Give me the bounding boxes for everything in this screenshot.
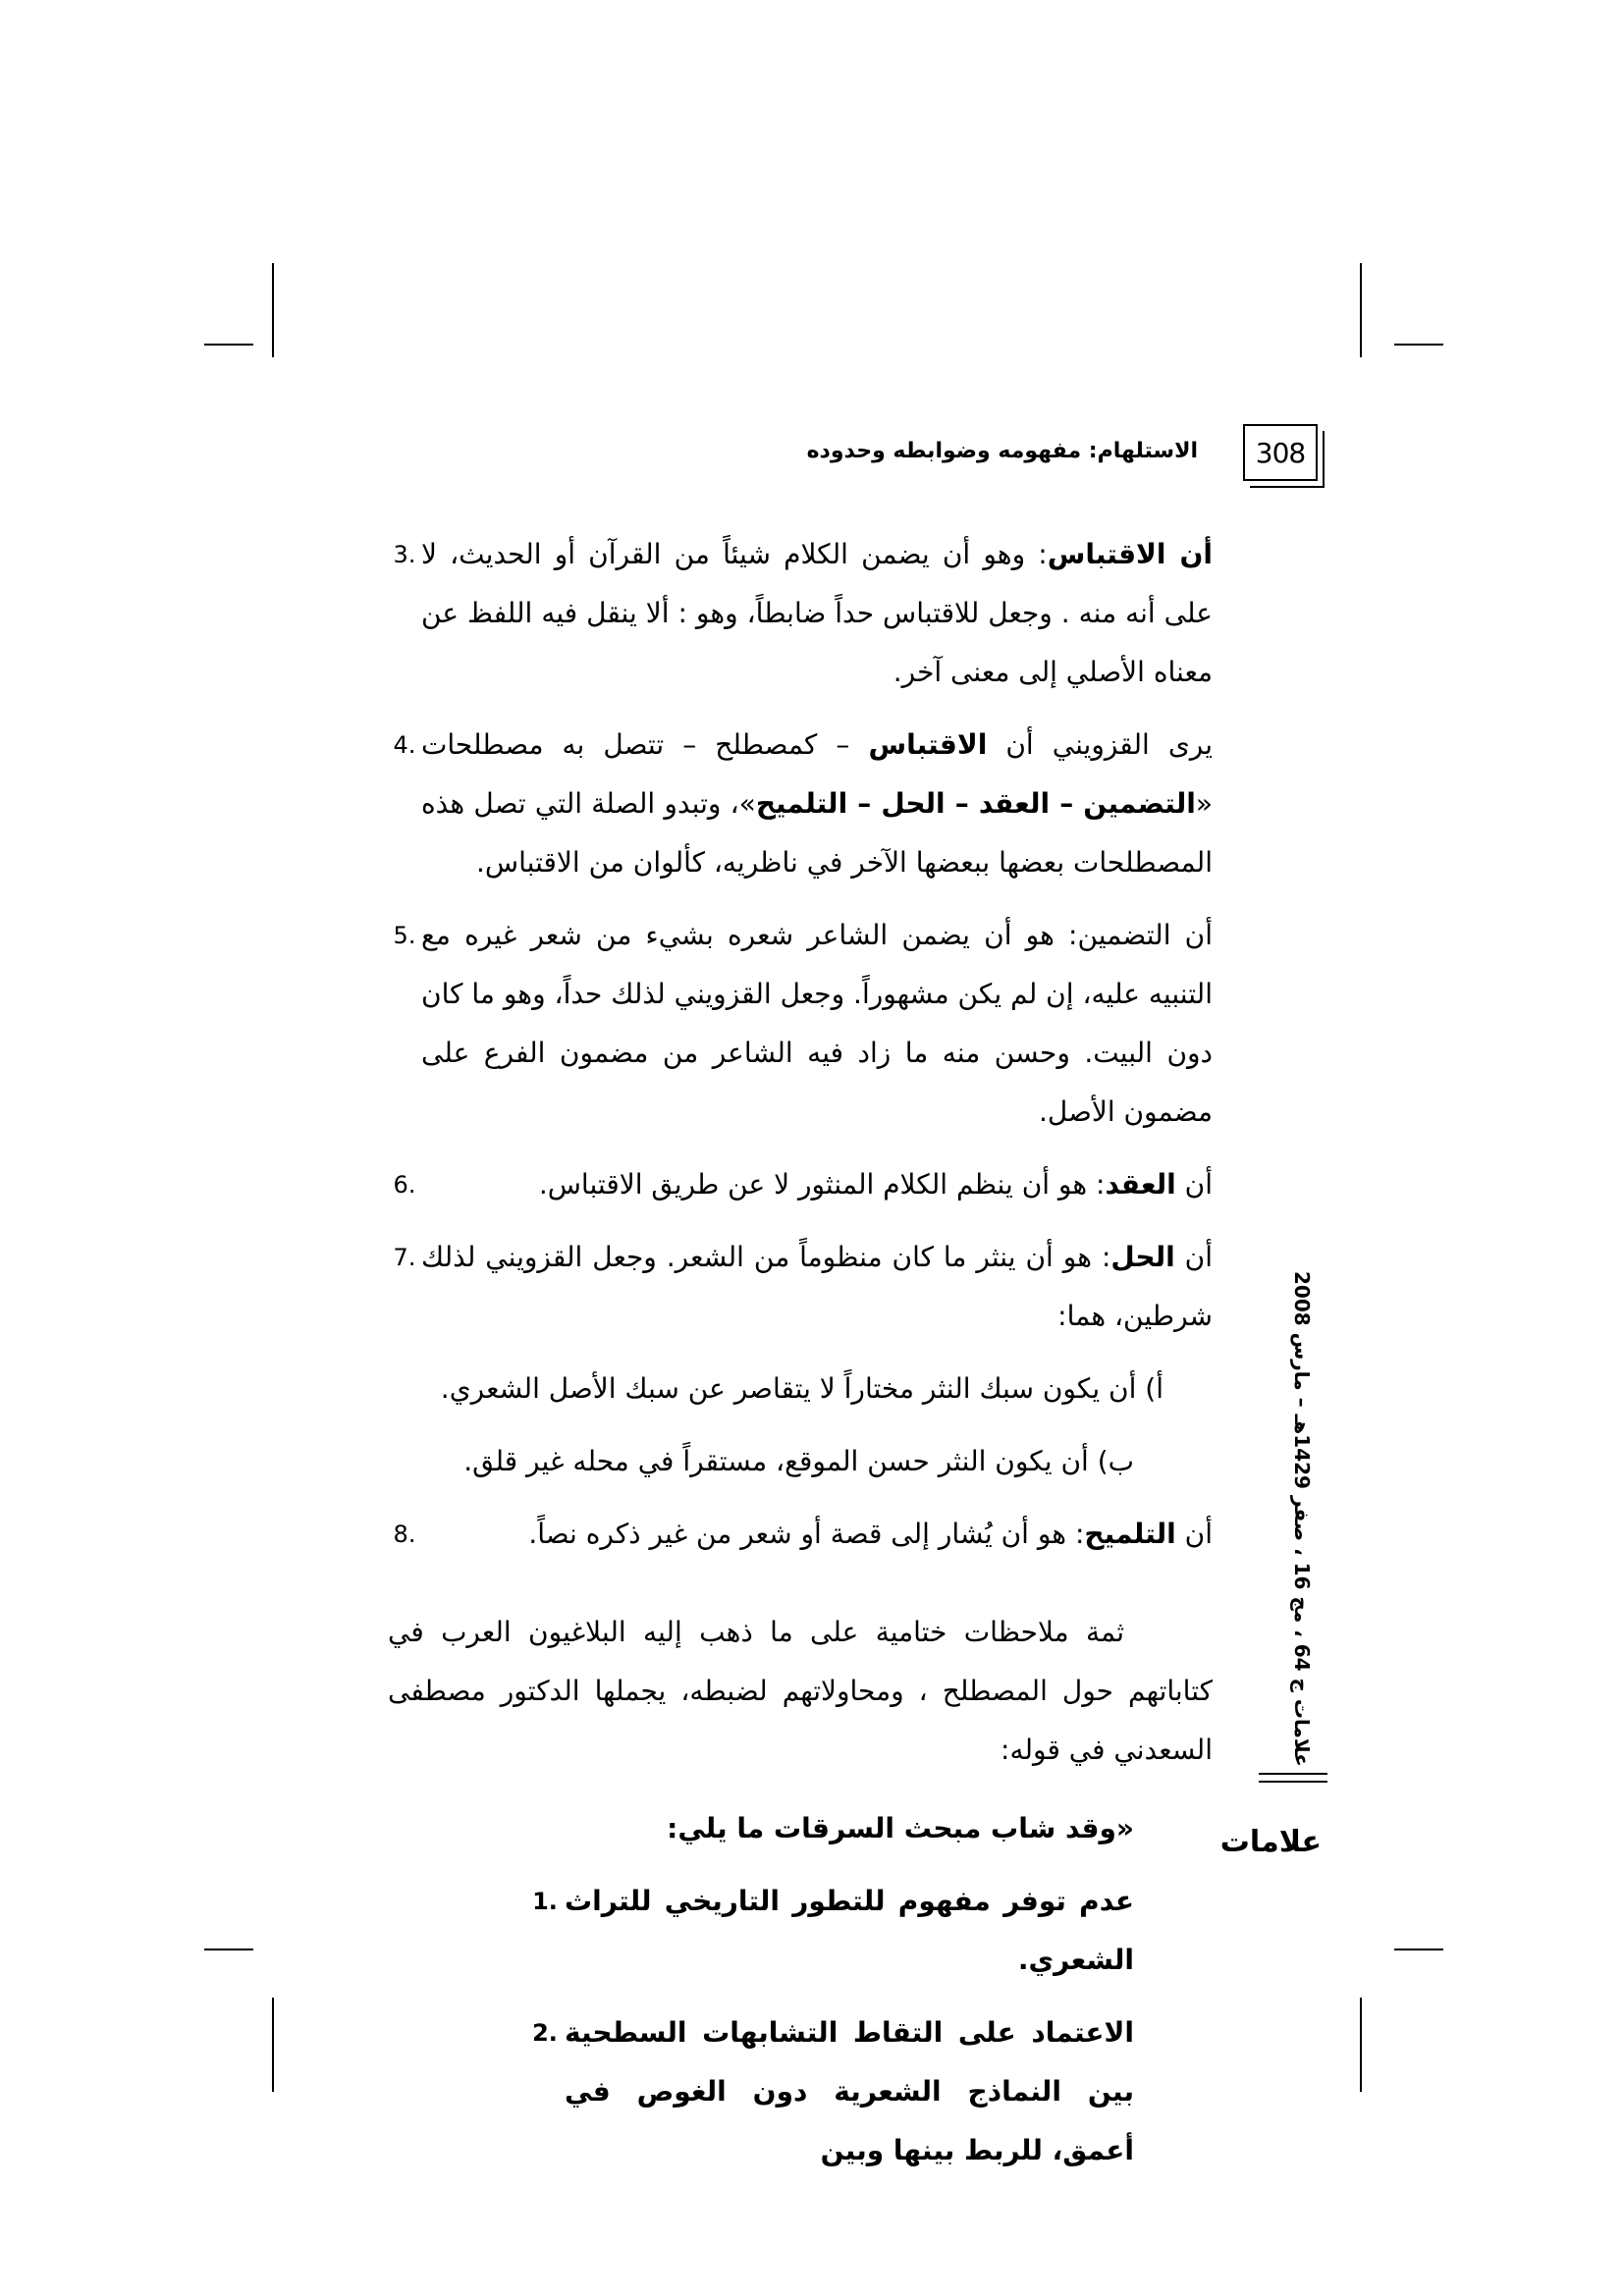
crop-mark-top-left-vertical [272, 263, 274, 357]
text-span: : هو أن يُشار إلى قصة أو شعر من غير ذكره نصاً. [528, 1518, 1085, 1550]
crop-mark-bottom-right-horizontal [1394, 1949, 1443, 1950]
list-item [388, 1505, 1213, 1564]
term: العقد [1105, 1168, 1176, 1201]
crop-mark-bottom-left-horizontal [204, 1949, 253, 1950]
quote-item-text: الاعتماد على التقاط التشابهات السطحية بين النماذج الشعرية دون الغوص في أعمق، للربط بينها وبين [565, 2016, 1134, 2166]
text-span: يرى القزويني أن [987, 728, 1214, 761]
text-span: أن [1174, 1241, 1213, 1273]
text-span: »، وتبدو الصلة التي تصل هذه المصطلحات بعضها ببعضها الآخر في ناظريه، كألوان من الاقتباس. [421, 787, 1213, 879]
list-item [388, 906, 1213, 1142]
list-item [388, 1155, 1213, 1214]
sidebar-divider-top [1259, 1773, 1327, 1775]
list-item [388, 1228, 1213, 1346]
text-span: – كمصطلح – تتصل به مصطلحات « [421, 728, 1213, 820]
closing-paragraph: ثمة ملاحظات ختامية على ما ذهب إليه البلاغيون العرب في كتاباتهم حول المصطلح ، ومحاولاتهم لضبطه، يجملها الدكتور مصطفى السعدني في قوله: [388, 1616, 1213, 1766]
list-item-text: أن التضمين: هو أن يضمن الشاعر شعره بشيء من شعر غيره مع التنبيه عليه، إن لم يكن مشهوراً. وجعل القزويني لذلك حداً، وهو ما كان دون البيت. وحسن منه ما زاد فيه الشاعر من مضمون الفرع على مضمون الأصل. [421, 919, 1213, 1128]
term: أن الاقتباس [1047, 538, 1213, 570]
list-number: 5. [393, 922, 416, 949]
crop-mark-top-right-vertical [1360, 263, 1362, 357]
list-number: 4. [393, 731, 416, 759]
quote-item [525, 2003, 1134, 2180]
list-number: 6. [393, 1171, 416, 1199]
text-span: : هو أن ينظم الكلام المنثور لا عن طريق الاقتباس. [538, 1168, 1106, 1201]
term: الحل [1110, 1241, 1175, 1273]
running-title: الاستلهام: مفهومه وضوابطه وحدوده [806, 439, 1198, 463]
text-span: أن [1175, 1168, 1213, 1201]
term: الاقتباس [868, 728, 988, 761]
text-span: أن [1175, 1518, 1213, 1550]
list-item-text [421, 716, 1213, 892]
quote-item-number: 1. [532, 1888, 558, 1915]
text-span: : هو أن ينثر ما كان منظوماً من الشعر. وجعل القزويني لذلك شرطين، هما: [421, 1241, 1213, 1332]
quote-item-text: عدم توفر مفهوم للتطور التاريخي للتراث الشعري. [565, 1885, 1134, 1976]
journal-info: علامات ج 64 ، مج 16 ، صفر 1429هـ – مارس 2008 [1290, 1271, 1314, 1767]
term: التلميح [1084, 1518, 1176, 1550]
condition-a: أ) أن يكون سبك النثر مختاراً لا يتقاصر عن سبك الأصل الشعري. [440, 1372, 1163, 1405]
quote-item [525, 1872, 1134, 1990]
quote-item-number: 2. [532, 2019, 558, 2047]
list-item-text [421, 525, 1213, 702]
list-number: 7. [393, 1244, 416, 1271]
journal-logo: علامات [1219, 1825, 1322, 1859]
crop-mark-top-left-horizontal [204, 344, 253, 346]
crop-mark-bottom-left-vertical [272, 1998, 274, 2092]
crop-mark-bottom-right-vertical [1360, 1998, 1362, 2092]
condition-b: ب) أن يكون النثر حسن الموقع، مستقراً في محله غير قلق. [463, 1445, 1134, 1477]
list-number: 8. [393, 1521, 416, 1548]
sidebar-divider-bottom [1259, 1781, 1327, 1783]
page-number: 308 [1243, 424, 1318, 481]
list-number: 3. [393, 541, 416, 568]
definition: : وهو أن يضمن الكلام شيئاً من القرآن أو الحديث، لا على أنه منه . وجعل للاقتباس حداً ضابطاً، وهو : ألا ينقل فيه اللفظ عن معناه الأصلي إلى معنى آخر. [421, 538, 1213, 688]
main-text [388, 525, 1213, 2180]
list-item-text [421, 1155, 1213, 1214]
list-item-text [421, 1228, 1213, 1346]
quote-intro: «وقد شاب مبحث السرقات ما يلي: [667, 1812, 1134, 1844]
crop-mark-top-right-horizontal [1394, 344, 1443, 346]
quote-block [525, 1799, 1134, 2180]
list-item [388, 716, 1213, 892]
term: التضمين – العقد – الحل – التلميح [755, 787, 1196, 820]
list-item-text [421, 1505, 1213, 1564]
list-item [388, 525, 1213, 702]
